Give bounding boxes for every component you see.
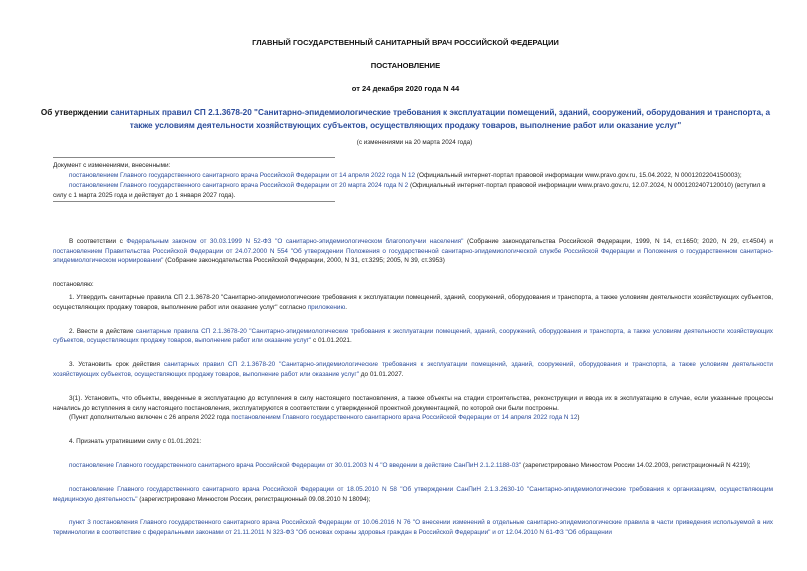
title-prefix: Об утверждении	[40, 108, 111, 117]
rules-link-item-3[interactable]: санитарных правил СП 2.1.3678-20 "Санитарно-эпидемиологические требования к эксплуатации помещений, зданий, сооружений, оборудования и транспорта, а также условиям деятельности хозяйствующих субъектов, осуществляющих продажу товаров, выполнение работ или оказание услуг"	[53, 361, 773, 378]
item-3-1-note: (Пункт дополнительно включен с 26 апреля 2022 года постановлением Главного государственного санитарного врача Российской Федерации от 14 апреля 2022 года N 12)	[69, 414, 580, 422]
repealed-item: постановление Главного государственного санитарного врача Российской Федерации от 30.01.2003 N 4 "О введении в действие СанПиН 2.1.2.1188-03" (зарегистрировано Минюстом России 14.02.2003, регистрационный N 4219);	[69, 461, 751, 469]
amendment-link-2022[interactable]: постановлением Главного государственного санитарного врача Российской Федерации от 14 апреля 2022 года N 12	[69, 172, 416, 180]
repealed-item: постановление Главного государственного санитарного врача Российской Федерации от 18.05.2010 N 58 "Об утверждении СанПиН 2.1.3.2630-10 "Санитарно-эпидемиологические требования к организациям, осуществляющим медицинскую деятельность" (зарегистрировано Минюстом России, регистрационный 09.08.2010 N 18094);	[53, 485, 773, 503]
amendment-link-2024[interactable]: постановлением Главного государственного санитарного врача Российской Федерации от 20 марта 2024 года N 2	[69, 182, 409, 190]
amendment-item: постановлением Главного государственного санитарного врача Российской Федерации от 20 марта 2024 года N 2 (Официальный интернет-портал правовой информации www.pravo.gov.ru, 12.07.2024, N 0001202407120010) (вступил в силу с 1 марта 2025 года и действует до 1 января 2027 года).	[53, 182, 766, 199]
item-3-paragraph: 3. Установить срок действия санитарных правил СП 2.1.3678-20 "Санитарно-эпидемиологические требования к эксплуатации помещений, зданий, сооружений, оборудования и транспорта, а также условиям деятельности хозяйствующих субъектов, осуществляющих продажу товаров, выполнение работ или оказание услуг" до 01.01.2027.	[53, 361, 773, 378]
decree-word: постановляю:	[53, 281, 94, 289]
repealed-item	[53, 518, 773, 538]
amendments-bottom-divider	[53, 201, 335, 202]
item-2-paragraph: 2. Ввести в действие санитарные правила СП 2.1.3678-20 "Санитарно-эпидемиологические требования к эксплуатации помещений, зданий, сооружений, оборудования и транспорта, а также условиям деятельности хозяйствующих субъектов, осуществляющих продажу товаров, выполнение работ или оказание услуг" с 01.01.2021.	[53, 327, 774, 345]
repealed-link-2003[interactable]: постановление Главного государственного санитарного врача Российской Федерации от 30.01.2003 N 4 "О введении в действие СанПиН 2.1.2.1188-03"	[69, 461, 522, 469]
document-title	[38, 93, 773, 132]
document-body	[38, 237, 773, 538]
rules-link-item-2[interactable]: санитарные правила СП 2.1.3678-20 "Санитарно-эпидемиологические требования к эксплуатации помещений, зданий, сооружений, оборудования и транспорта, а также условиям деятельности хозяйствующих субъектов, осуществляющих продажу товаров, выполнение работ или оказание услуг"	[53, 327, 774, 345]
federal-law-link[interactable]: Федеральным законом от 30.03.1999 N 52-ФЗ "О санитарно-эпидемиологическом благополучии населения"	[126, 237, 464, 245]
item-1-paragraph: 1. Утвердить санитарные правила СП 2.1.3678-20 "Санитарно-эпидемиологические требования к эксплуатации помещений, зданий, сооружений, оборудования и транспорта, а также условиям деятельности хозяйствующих субъектов, осуществляющих продажу товаров, выполнение работ или оказание услуг" согласно приложению.	[53, 294, 773, 311]
amendment-2022-link[interactable]: постановлением Главного государственного санитарного врача Российской Федерации от 14 апреля 2022 года N 12	[231, 414, 578, 422]
item-3-1-paragraph: 3(1). Установить, что объекты, введенные в эксплуатацию до вступления в силу настоящего постановления, а также объекты на стадии строительства, реконструкции и ввода их в эксплуатацию в случае, если указанные процессы начались до вступления в силу настоящего постановления, эксплуатируются в соответствии с утвержденной проектной документацией, по которой они были построены.	[53, 394, 773, 412]
appendix-link[interactable]: приложению	[307, 303, 346, 311]
repealed-link-2016[interactable]: пункт 3 постановления Главного государственного санитарного врача Российской Федерации от 10.06.2016 N 76 "О внесении изменений в отдельные санитарно-эпидемиологические правила в части приведения используемой в них терминологии в соответствие с федеральными законами от 21.11.2011 N 323-ФЗ "Об основах охраны здоровья граждан в Российской Федерации" и от 12.04.2010 N 61-ФЗ "Об обращении	[53, 519, 773, 537]
item-4-paragraph: 4. Признать утратившими силу с 01.01.2021:	[69, 438, 202, 446]
amendments-block	[38, 158, 773, 201]
document-type: ПОСТАНОВЛЕНИЕ	[370, 61, 441, 70]
title-rules-link[interactable]: санитарных правил СП 2.1.3678-20 "Санитарно-эпидемиологические требования к эксплуатации помещений, зданий, сооружений, оборудования и транспорта, а также условиям деятельности хозяйствующих субъектов, осуществляющих продажу товаров, выполнение работ или оказание услуг"	[110, 108, 771, 130]
issuing-authority: ГЛАВНЫЙ ГОСУДАРСТВЕННЫЙ САНИТАРНЫЙ ВРАЧ РОССИЙСКОЙ ФЕДЕРАЦИИ	[252, 38, 559, 47]
document-date-number: от 24 декабря 2020 года N 44	[351, 84, 460, 93]
preamble-paragraph: В соответствии с Федеральным законом от 30.03.1999 N 52-ФЗ "О санитарно-эпидемиологическом благополучии населения" (Собрание законодательства Российской Федерации, 1999, N 14, ст.1650; 2020, N 29, ст.4504) и постановлением Правительства Российской Федерации от 24.07.2000 N 554 "Об утверждении Положения о государственной санитарно-эпидемиологической службе Российской Федерации и Положения о государственном санитарно-эпидемиологическом нормировании" (Собрание законодательства Российской Федерации, 2000, N 31, ст.3295; 2005, N 39, ст.3953)	[53, 237, 774, 265]
amendment-item: постановлением Главного государственного санитарного врача Российской Федерации от 14 апреля 2022 года N 12 (Официальный интернет-портал правовой информации www.pravo.gov.ru, 15.04.2022, N 0001202204150003);	[69, 172, 742, 180]
government-decree-link[interactable]: постановлением Правительства Российской Федерации от 24.07.2000 N 554 "Об утверждении Положения о государственной санитарно-эпидемиологической службе Российской Федерации и Положения о государственном санитарно-эпидемиологическом нормировании"	[53, 247, 773, 265]
amendments-heading: Документ с изменениями, внесенными:	[53, 162, 171, 169]
repealed-link-2010[interactable]: постановление Главного государственного санитарного врача Российской Федерации от 18.05.2010 N 58 "Об утверждении СанПиН 2.1.3.2630-10 "Санитарно-эпидемиологические требования к организациям, осуществляющим медицинскую деятельность"	[53, 485, 773, 503]
changes-note: (с изменениями на 20 марта 2024 года)	[356, 139, 473, 146]
